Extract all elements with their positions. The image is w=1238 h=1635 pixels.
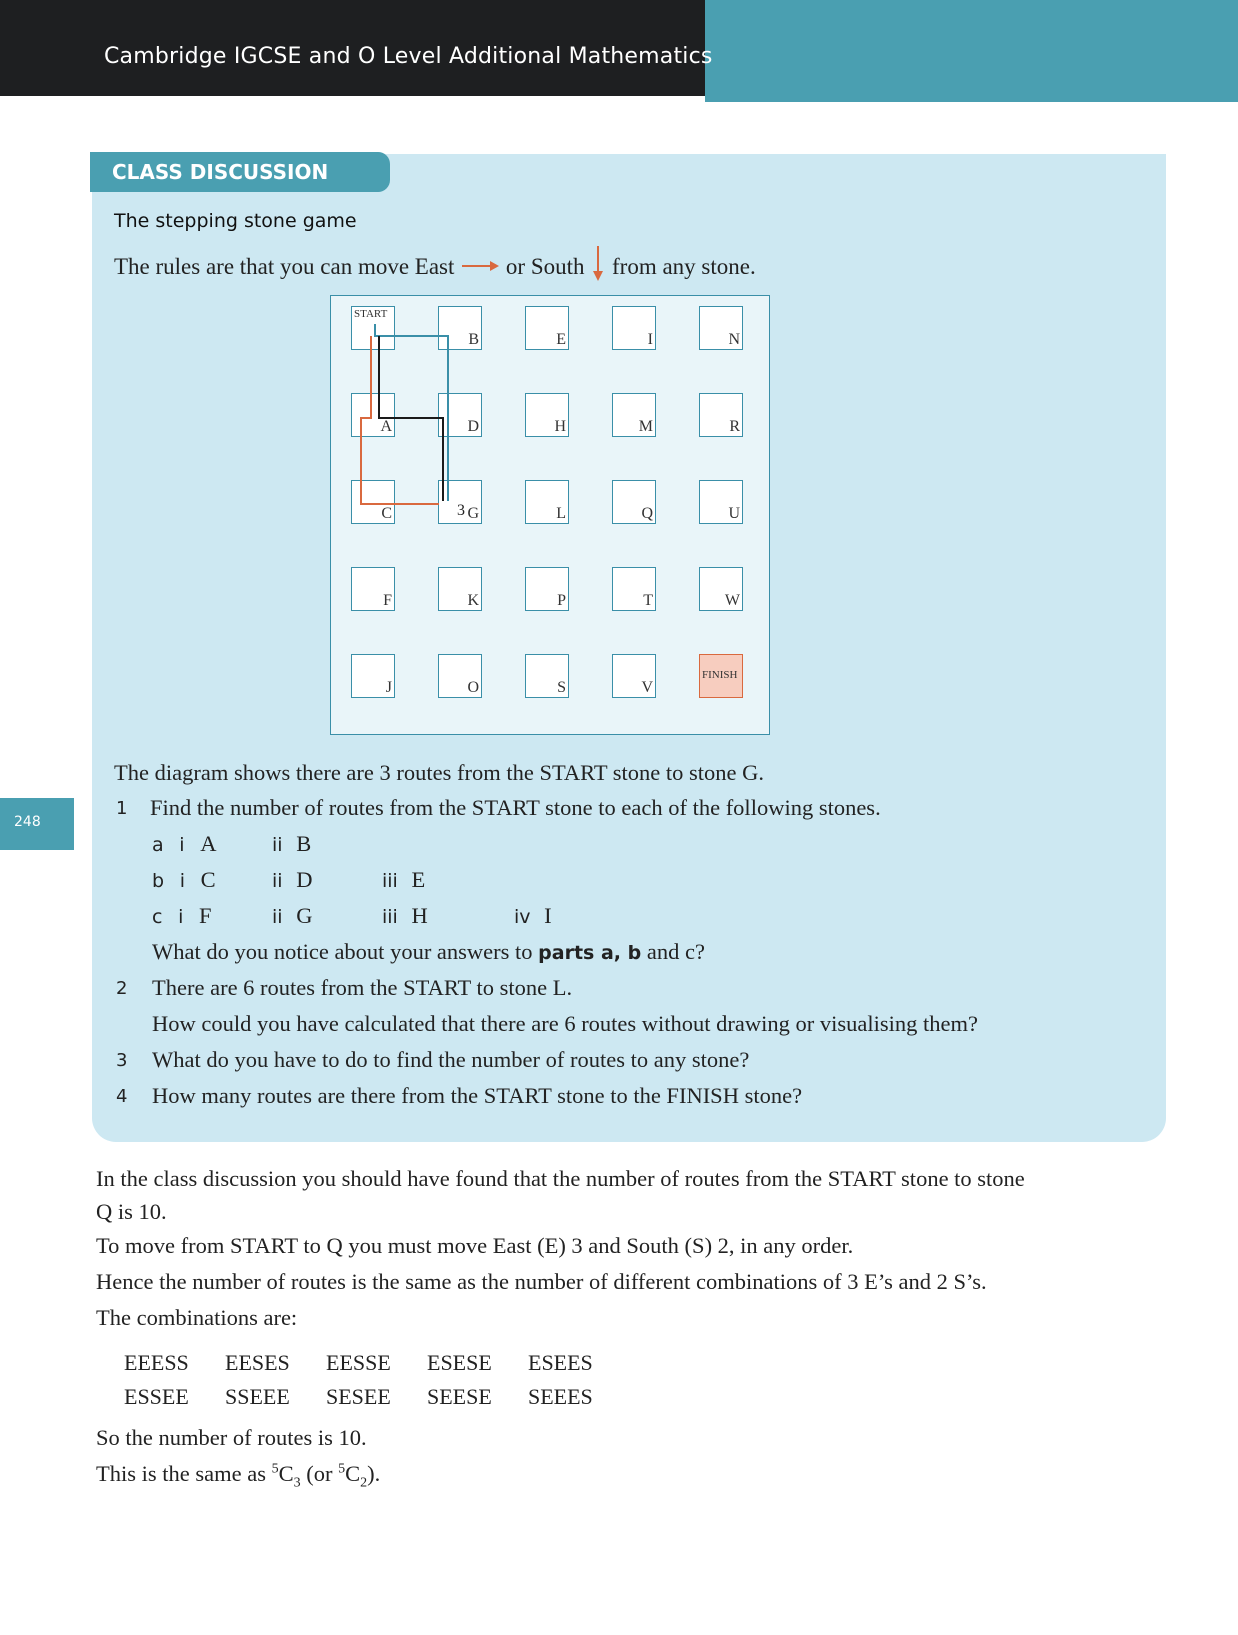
combination-item: SSEEE <box>225 1384 290 1409</box>
q1-text: Find the number of routes from the START stone to each of the following stones. <box>150 795 881 820</box>
stone-label: K <box>467 592 479 609</box>
q2-number: 2 <box>116 978 128 999</box>
q3-text: What do you have to do to find the number of routes to any stone? <box>152 1047 750 1072</box>
stone-label: G <box>467 505 479 522</box>
stone-label: F <box>383 592 392 609</box>
body-p4: The combinations are: <box>96 1305 298 1330</box>
combination-item: EESES <box>225 1350 290 1375</box>
class-discussion-tab <box>90 152 390 192</box>
q2-line1: There are 6 routes from the START to stone L. <box>152 975 573 1000</box>
stone-label: W <box>724 592 740 609</box>
q1-part-b <box>152 867 216 893</box>
sub-r2: 2 <box>360 1475 368 1491</box>
stone-label: P <box>557 592 566 609</box>
header-teal-band <box>705 0 1238 102</box>
q3-number: 3 <box>116 1050 128 1071</box>
sub-r1: 3 <box>293 1475 301 1491</box>
q1-b-iii-val: E <box>411 867 426 892</box>
stone-label: L <box>556 505 566 522</box>
route-lines <box>331 296 771 736</box>
q1-c-iii-val: H <box>411 903 428 928</box>
stone-label: Q <box>641 505 653 522</box>
body-p6-end: ). <box>367 1461 381 1486</box>
q1-a-i: i <box>179 834 185 856</box>
q1-a-ii: ii <box>272 834 283 856</box>
stone-label: I <box>647 331 653 348</box>
stone-label: U <box>728 505 740 522</box>
q1-c-iii-wrap <box>382 903 428 929</box>
q1-c-ii-wrap <box>272 903 312 929</box>
q1-c-i: i <box>178 906 184 928</box>
body-p1a: In the class discussion you should have found that the number of routes from the START stone to stone <box>96 1166 1025 1191</box>
stone-label: V <box>641 679 653 696</box>
rules-text-3: from any stone. <box>612 254 756 279</box>
stone-label: O <box>467 679 479 696</box>
body-p6 <box>96 1461 380 1492</box>
q4-text: How many routes are there from the START stone to the FINISH stone? <box>152 1083 803 1108</box>
q1-a-ii-wrap <box>272 831 311 857</box>
q1-part-c <box>152 903 212 929</box>
q1-b-label: b <box>152 870 165 892</box>
q1-notice-parts: parts a, b <box>538 942 642 964</box>
combination-item: ESSEE <box>124 1384 189 1409</box>
combinations-table <box>124 1350 629 1418</box>
body-p6-or: (or <box>306 1461 333 1486</box>
south-arrow-icon <box>590 246 606 288</box>
page-header <box>0 0 1238 100</box>
combination-c2: C <box>345 1461 361 1486</box>
stone-label: A <box>380 418 392 435</box>
stone-label: FINISH <box>702 669 738 681</box>
sup-n2: 5 <box>338 1461 346 1477</box>
stone-label: E <box>556 331 566 348</box>
q1-b-iii: iii <box>382 870 398 892</box>
page-number-tab <box>0 798 74 850</box>
rules-text-2: or South <box>505 254 585 279</box>
route-orange <box>361 336 439 504</box>
q1-notice-c: c? <box>684 939 705 964</box>
route-black <box>379 336 443 501</box>
stone-label: S <box>557 679 566 696</box>
class-discussion-label: CLASS DISCUSSION <box>112 160 329 184</box>
q1-c-iv-wrap <box>514 903 552 929</box>
combination-item: ESESE <box>427 1350 492 1375</box>
body-p5: So the number of routes is 10. <box>96 1425 367 1450</box>
q1-b-i-val: C <box>200 867 216 892</box>
q1-b-ii-val: D <box>296 867 313 892</box>
stone-label: B <box>468 331 479 348</box>
body-p1b: Q is 10. <box>96 1199 167 1224</box>
combination-c1: C <box>278 1461 294 1486</box>
q1-b-ii-wrap <box>272 867 312 893</box>
route-blue <box>375 324 448 501</box>
east-arrow-icon <box>460 254 500 280</box>
q1-c-iv-val: I <box>544 903 552 928</box>
q1-notice-text: What do you notice about your answers to <box>152 939 533 964</box>
stone-label: H <box>554 418 566 435</box>
q1-c-iv: iv <box>514 906 531 928</box>
sup-n1: 5 <box>271 1461 279 1477</box>
combination-item: ESEES <box>528 1350 593 1375</box>
body-p6-text: This is the same as <box>96 1461 266 1486</box>
q1-number: 1 <box>116 798 128 819</box>
stone-label: N <box>728 331 740 348</box>
q1-c-iii: iii <box>382 906 398 928</box>
combination-item: SEEES <box>528 1384 593 1409</box>
q1-a-label: a <box>152 834 164 856</box>
stone-label: D <box>467 418 479 435</box>
section-subheading: The stepping stone game <box>114 210 357 232</box>
stone-label: T <box>643 592 653 609</box>
q1-notice <box>152 939 705 965</box>
q2-line2: How could you have calculated that there are 6 routes without drawing or visualising them? <box>152 1011 979 1036</box>
stone-label: C <box>381 505 392 522</box>
book-title: Cambridge IGCSE and O Level Additional Mathematics <box>104 44 713 69</box>
q1-c-label: c <box>152 906 163 928</box>
combination-item: SEESE <box>427 1384 492 1409</box>
combination-row <box>124 1384 629 1418</box>
q1-b-iii-wrap <box>382 867 425 893</box>
rules-line <box>114 246 756 288</box>
q1-b-ii: ii <box>272 870 283 892</box>
combination-row <box>124 1350 629 1384</box>
intro-text: The diagram shows there are 3 routes from the START stone to stone G. <box>114 760 765 785</box>
route-count-label: 3 <box>457 502 465 519</box>
body-p3: Hence the number of routes is the same as the number of different combinations of 3 E’s and 2 S’s. <box>96 1269 987 1294</box>
q1-c-ii-val: G <box>296 903 313 928</box>
stone-label: M <box>638 418 653 435</box>
q1-a-i-val: A <box>200 831 217 856</box>
q1-b-i: i <box>179 870 185 892</box>
combination-item: EESSE <box>326 1350 391 1375</box>
rules-text-1: The rules are that you can move East <box>114 254 455 279</box>
body-p2: To move from START to Q you must move East (E) 3 and South (S) 2, in any order. <box>96 1233 854 1258</box>
stone-label: J <box>385 679 392 696</box>
combination-item: SESEE <box>326 1384 391 1409</box>
stone-label: START <box>354 308 388 320</box>
page-number: 248 <box>14 814 41 830</box>
q1-c-ii: ii <box>272 906 283 928</box>
q1-a-ii-val: B <box>296 831 312 856</box>
stepping-stone-diagram <box>330 295 770 735</box>
q1-c-i-val: F <box>198 903 212 928</box>
q1-part-a <box>152 831 216 857</box>
combination-item: EEESS <box>124 1350 189 1375</box>
q4-number: 4 <box>116 1086 128 1107</box>
stone-label: R <box>729 418 740 435</box>
q1-notice-and: and <box>646 939 680 964</box>
